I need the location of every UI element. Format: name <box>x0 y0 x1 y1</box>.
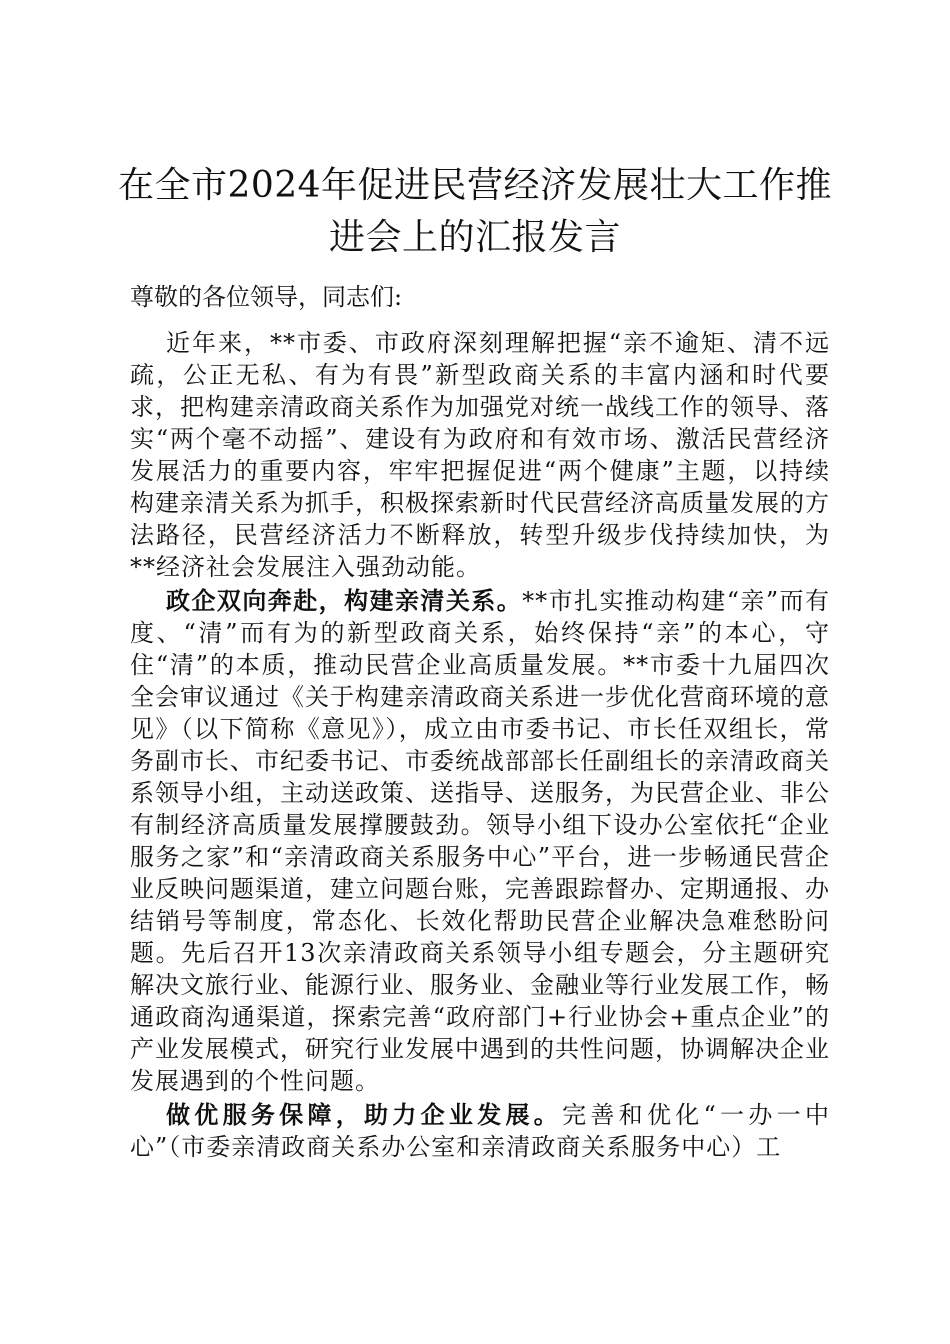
document-title: 在全市2024年促进民营经济发展壮大工作推进会上的汇报发言 <box>117 165 833 258</box>
salutation: 尊敬的各位领导，同志们: <box>130 283 403 311</box>
paragraph-body: 完善和优化“一办一中心”（市委亲清政商关系办公室和亲清政商关系服务中心）工 <box>130 1101 830 1161</box>
paragraph-section-2 <box>130 1099 830 1163</box>
paragraph-body: **市扎实推动构建“亲”而有度、“清”而有为的新型政商关系，始终保持“亲”的本心，守住“清”的本质，推动民营企业高质量发展。**市委十九届四次全会审议通过《关于构建亲清政商关系进一步优化营商环境的意见》（以下简称《意见》），成立由市委书记、市长任双组长，常务副市长、市纪委书记、市委统战部部长任副组长的亲清政商关系领导小组，主动送政策、送指导、送服务，为民营企业、非公有制经济高质量发展撑腰鼓劲。领导小组下设办公室依托“企业服务之家”和“亲清政商关系服务中心”平台，进一步畅通民营企业反映问题渠道，建立问题台账，完善跟踪督办、定期通报、办结销号等制度，常态化、长效化帮助民营企业解决急难愁盼问题。先后召开13次亲清政商关系领导小组专题会，分主题研究解决文旅行业、能源行业、服务业、金融业等行业发展工作，畅通政商沟通渠道，探索完善“政府部门+行业协会+重点企业”的产业发展模式，研究行业发展中遇到的共性问题，协调解决企业发展遇到的个性问题。 <box>130 587 830 1095</box>
paragraph-body: 近年来，**市委、市政府深刻理解把握“亲不逾矩、清不远疏，公正无私、有为有畏”新型政商关系的丰富内涵和时代要求，把构建亲清政商关系作为加强党对统一战线工作的领导、落实“两个毫不动摇”、建设有为政府和有效市场、激活民营经济发展活力的重要内容，牢牢把握促进“两个健康”主题，以持续构建亲清关系为抓手，积极探索新时代民营经济高质量发展的方法路径，民营经济活力不断释放，转型升级步伐持续加快，为**经济社会发展注入强劲动能。 <box>130 329 830 581</box>
section-heading: 做优服务保障，助力企业发展。 <box>166 1100 563 1129</box>
paragraph-section-1 <box>130 585 830 1097</box>
section-heading: 政企双向奔赴，构建亲清关系。 <box>166 586 523 615</box>
paragraph-intro <box>130 327 830 583</box>
